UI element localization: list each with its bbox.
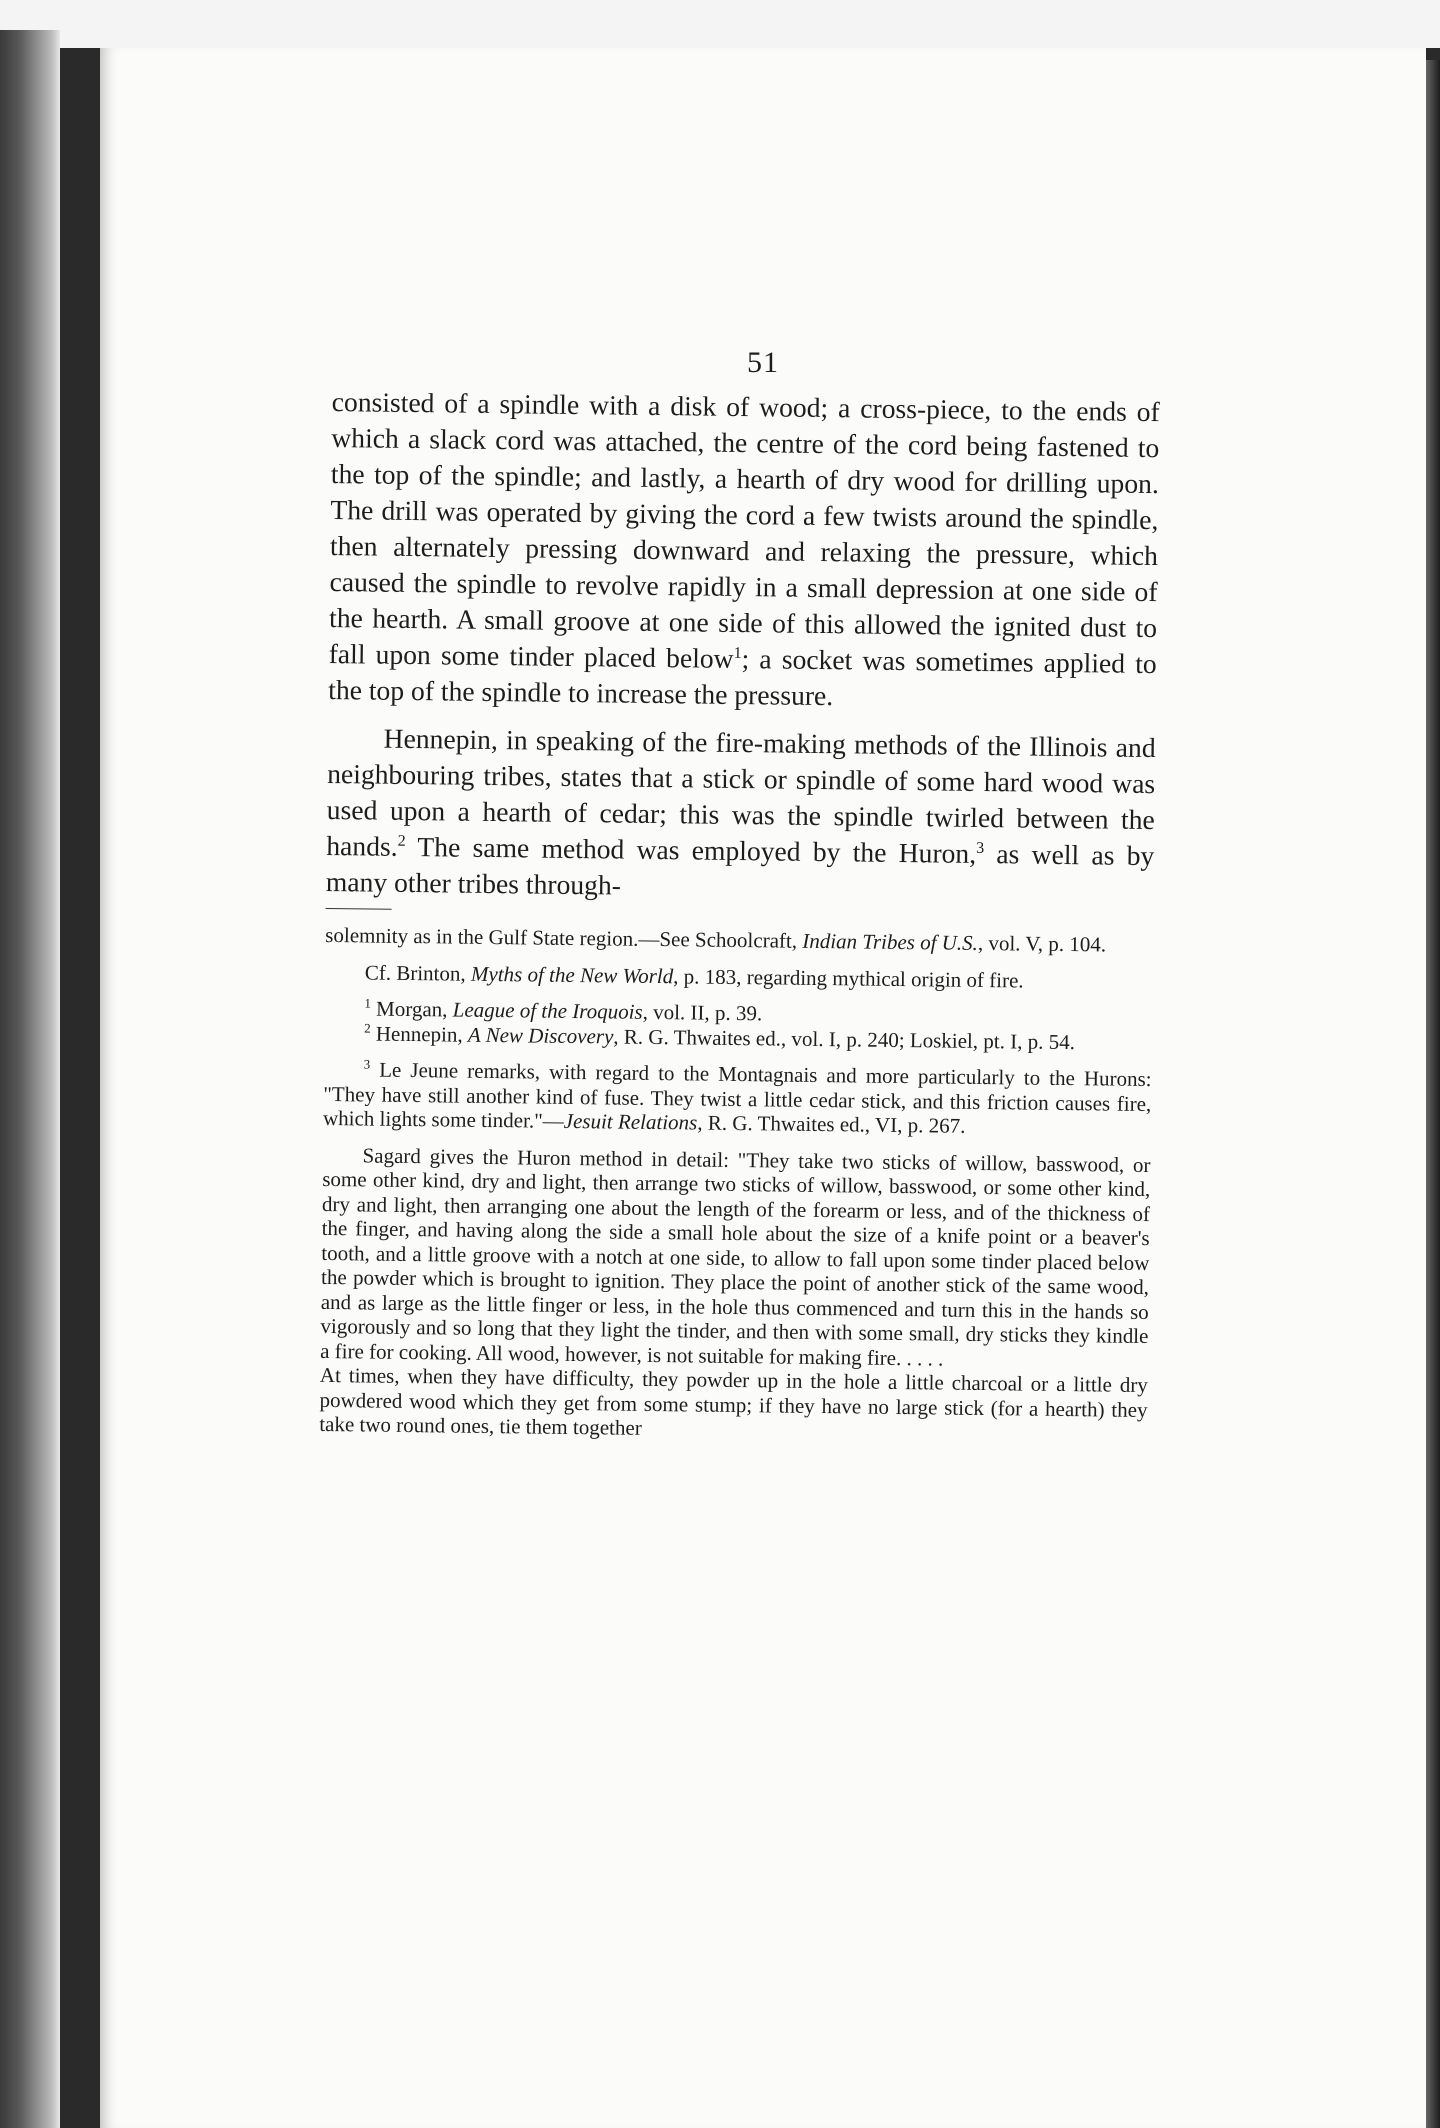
footnote-3-text: Le Jeune remarks, with regard to the Montagnais and more particularly to the Hurons: "They have still another kind of fuse. They twist a little cedar stick, and this friction causes fire, which lights some tinder."— xyxy=(322,1057,1152,1133)
footnote-sagard: Sagard gives the Huron method in detail: "They take two sticks of willow, basswood, or some other kind, dry and light, then arrange two sticks of willow, basswood, or some other kind, dry and light, then arranging one about the length of the forearm or less, and of the thickness of the finger, and having along the side a small hole about the size of a knife point or a beaver's tooth, and a little groove with a notch at one side, to allow to fall upon some tinder placed below the powder which is brought to ignition. They place the point of another stick of the same wood, and as large as the little finger or less, in the hole thus commenced and turn this in the hands so vigorously and so long that they light the tinder, and then with some small, dry sticks they kindle a fire for cooking. All wood, however, is not suitable for making fire. . . . . xyxy=(320,1142,1151,1371)
main-text xyxy=(326,384,1160,910)
book-page xyxy=(100,48,1426,2128)
footnote-ref-1: 1 xyxy=(733,644,742,662)
footnote-cf xyxy=(325,959,1153,994)
para2-text-c: as well as by many other tribes through- xyxy=(325,838,1155,901)
scan-top-margin xyxy=(0,0,1440,48)
footnote-ref-3: 3 xyxy=(976,839,985,857)
footnote-1-end: , vol. II, p. 39. xyxy=(642,999,763,1026)
footnote-cf-title: Myths of the New World xyxy=(470,961,674,988)
footnote-continuation xyxy=(325,923,1153,958)
para2-text-a: Hennepin, in speaking of the fire-making methods of the Illinois and neighbouring tribes, states that a stick or spindle of some hard wood was used upon a hearth of cedar; this was the spindle twirled between the hands. xyxy=(326,722,1156,862)
footnote-1-text: Morgan, xyxy=(370,996,453,1022)
footnote-continuation-title: Indian Tribes of U.S. xyxy=(802,928,979,955)
footnote-divider xyxy=(326,908,392,910)
page-body xyxy=(319,384,1160,1447)
page-number: 51 xyxy=(747,346,779,379)
footnote-1-mark: 1 xyxy=(364,995,372,1011)
main-paragraph-2 xyxy=(326,720,1156,910)
footnote-3-mark: 3 xyxy=(363,1056,371,1072)
footnote-2-mark: 2 xyxy=(364,1019,371,1036)
para1-end: ; a socket was sometimes applied to the top of the spindle to increase the pressure. xyxy=(328,643,1157,712)
footnote-3 xyxy=(323,1057,1152,1141)
footnote-2-text: Hennepin, xyxy=(370,1021,469,1047)
scan-left-edge xyxy=(0,30,60,2128)
footnote-sagard-continued: At times, when they have difficulty, they powder up in the hole a little charcoal or a little dry powdered wood which they get from some stump; if they have no large stick (for a hearth) they take two round ones, tie them together xyxy=(319,1362,1148,1440)
para1-text: consisted of a spindle with a disk of wood; a cross-piece, to the ends of which a slack cord was attached, the centre of the cord being fastened to the top of the spindle; and lastly, a hearth of dry wood for drilling upon. The drill was operated by giving the cord a few twists around the spindle, then alternately pressing downward and relaxing the pressure, which caused the spindle to revolve rapidly in a small depression at one side of the hearth. A small groove at one side of this allowed the ignited dust to fall upon some tinder placed below xyxy=(328,385,1160,674)
main-paragraph-1 xyxy=(328,384,1160,718)
footnote-2-title: A New Discovery xyxy=(467,1022,614,1048)
footnote-cf-end: , p. 183, regarding mythical origin of fire. xyxy=(673,963,1024,992)
footnote-2-end: , R. G. Thwaites ed., vol. I, p. 240; Loskiel, pt. I, p. 54. xyxy=(613,1023,1076,1054)
footnotes xyxy=(319,923,1153,1447)
para2-text-b: The same method was employed by the Huron, xyxy=(405,830,977,869)
footnote-3-title: Jesuit Relations xyxy=(563,1108,698,1135)
footnote-continuation-text: solemnity as in the Gulf State region.—See Schoolcraft, xyxy=(325,922,803,953)
footnote-cf-text: Cf. Brinton, xyxy=(364,959,472,986)
footnote-3-end: , R. G. Thwaites ed., VI, p. 267. xyxy=(697,1110,966,1138)
footnote-1-title: League of the Iroquois xyxy=(452,997,643,1024)
footnote-ref-2: 2 xyxy=(397,832,406,850)
footnote-continuation-end: , vol. V, p. 104. xyxy=(977,930,1107,957)
